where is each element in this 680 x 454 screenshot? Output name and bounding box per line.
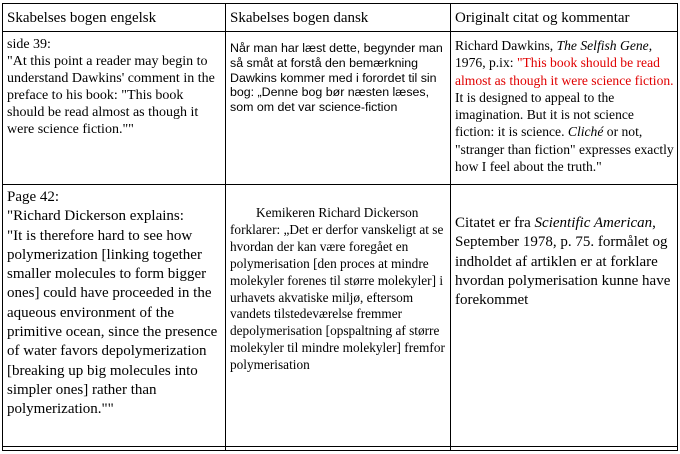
comment-intro: Citatet er fra	[455, 215, 535, 231]
column-divider	[225, 4, 226, 450]
highlighted-quote: "This book should be read almost as though it were science fiction.	[455, 55, 674, 88]
row1-danish-cell	[230, 41, 446, 181]
comment-text: It is designed to appeal to the imagination. But it is not science fiction: it is science.	[455, 89, 634, 140]
english-text: "At this point a reader may begin to understand Dawkins' comment in the preface to his book: "This book should be read almost as though it were science fiction.""	[7, 54, 215, 137]
header-danish: Skabelses bogen dansk	[230, 10, 369, 26]
danish-text: Når man har læst dette, begynder man så småt at forstå den bemærkning Dawkins kommer med i forordet til sin bog: „Denne bog bør næsten læses, som om det var science-fiction	[230, 41, 443, 115]
source-reference: , 1976, p.ix:	[455, 38, 653, 71]
row1-comment-cell	[455, 37, 676, 182]
danish-text: Kemikeren Richard Dickerson forklarer: „Det er derfor vanskeligt at se hvordan der kan være foregået en polymerisation [den proces at mindre molekyler forenes til større molekyler] i urhavets akvatiske miljø, eftersom vandets tilstedeværelse fremmer depolymerisation [opspaltning af større molekyler til mindre molekyler] fremfor polymerisation	[230, 205, 445, 373]
translation-table	[2, 3, 678, 451]
page-reference: side 39:	[7, 37, 51, 52]
magazine-title: Scientific American	[534, 215, 653, 231]
source-author: Richard Dawkins,	[455, 38, 557, 53]
page-reference: Page 42:	[7, 189, 60, 205]
english-text: "It is therefore hard to see how polymerization [linking together smaller molecules to form bigger ones] could have proceeded in the aqueous environment of the primitive ocean, since the presence of water favors depolymerization [breaking up big molecules into simpler ones] rather than polymerization.""	[7, 227, 218, 418]
row2-english-cell	[7, 188, 223, 446]
header-english: Skabelses bogen engelsk	[7, 10, 157, 26]
row-divider	[3, 184, 677, 185]
row2-danish-cell	[230, 205, 448, 445]
comment-text: or not, "stranger than fiction" expresses exactly how I feel about the truth."	[455, 124, 674, 175]
comment-text: , September 1978, p. 75. formålet og indholdet af artiklen er at forklare hvordan polymerisation kunne have forekommet	[455, 215, 671, 309]
column-divider	[450, 4, 451, 450]
row-divider	[3, 446, 677, 447]
header-comment: Originalt citat og kommentar	[455, 10, 630, 26]
row-divider	[3, 31, 677, 32]
cliche-word: Cliché	[567, 124, 604, 140]
row1-english-cell	[7, 36, 222, 181]
row2-comment-cell	[455, 214, 676, 444]
quote-intro: "Richard Dickerson explains:	[7, 208, 184, 225]
book-title: The Selfish Gene	[556, 38, 649, 53]
